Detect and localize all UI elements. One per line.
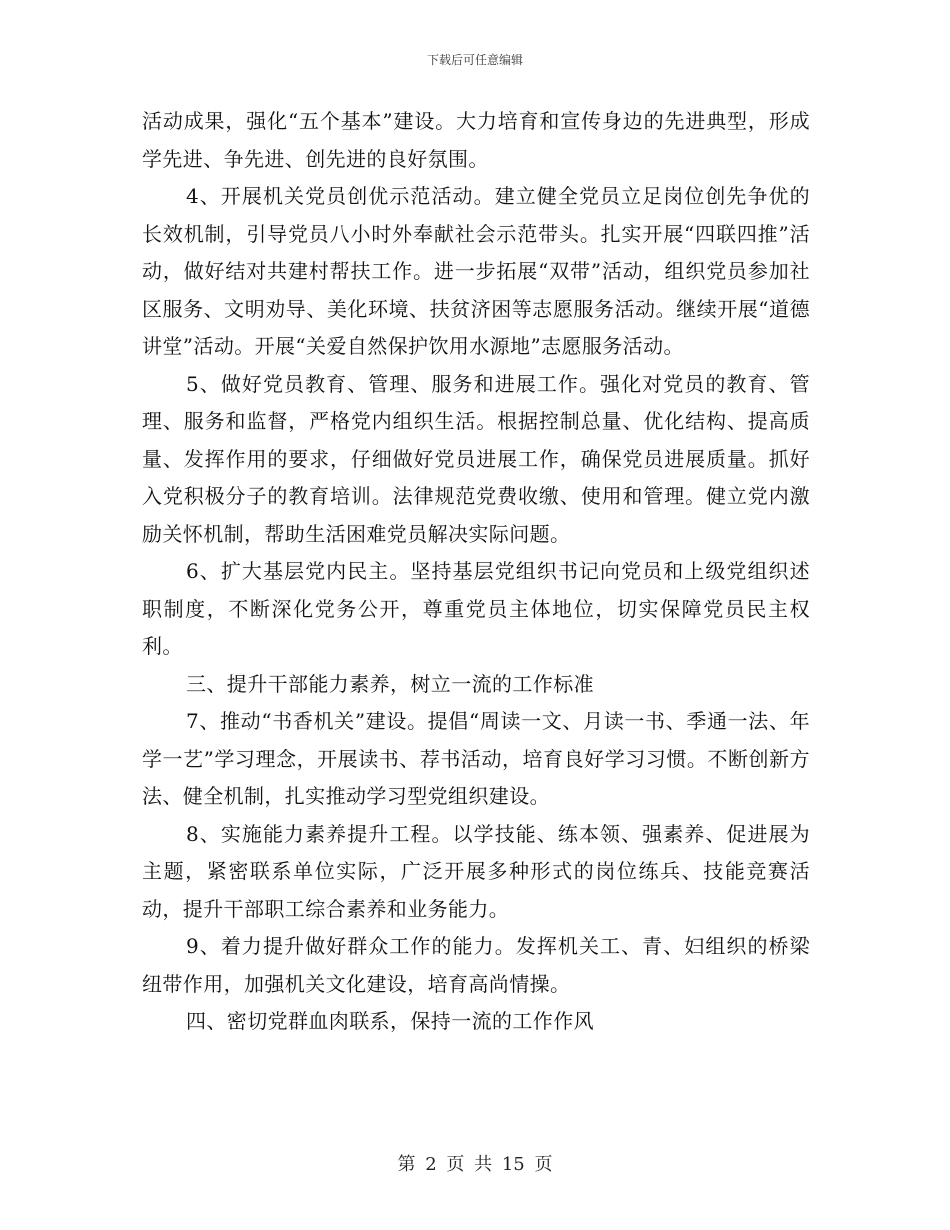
paragraph-1: 活动成果，强化“五个基本”建设。大力培育和宣传身边的先进典型，形成学先进、争先进、创先进的良好氛围。 <box>142 109 810 171</box>
document-body <box>142 103 810 1041</box>
page-footer: 第 2 页 共 15 页 <box>397 1154 553 1175</box>
paragraph-4: 6、扩大基层党内民主。坚持基层党组织书记向党员和上级党组织述职制度，不断深化党务公开，尊重党员主体地位，切实保障党员民主权利。 <box>142 559 810 658</box>
section-heading-4: 四、密切党群血肉联系，保持一流的工作作风 <box>186 1009 594 1033</box>
paragraph-2: 4、开展机关党员创优示范活动。建立健全党员立足岗位创先争优的长效机制，引导党员八小时外奉献社会示范带头。扎实开展“四联四推”活动，做好结对共建村帮扶工作。进一步拓展“双带”活动，组织党员参加社区服务、文明劝导、美化环境、扶贫济困等志愿服务活动。继续开展“道德讲堂”活动。开展“关爱自然保护饮用水源地”志愿服务活动。 <box>142 184 810 358</box>
paragraph-6: 8、实施能力素养提升工程。以学技能、练本领、强素养、促进展为主题，紧密联系单位实际，广泛开展多种形式的岗位练兵、技能竞赛活动，提升干部职工综合素养和业务能力。 <box>142 821 810 921</box>
paragraph-5: 7、推动“书香机关”建设。提倡“周读一文、月读一书、季通一法、年学一艺”学习理念，开展读书、荐书活动，培育良好学习习惯。不断创新方法、健全机制，扎实推动学习型党组织建设。 <box>142 709 810 808</box>
page-header: 下载后可任意编辑 <box>426 53 523 67</box>
paragraph-7: 9、着力提升做好群众工作的能力。发挥机关工、青、妇组织的桥梁纽带作用，加强机关文化建设，培育高尚情操。 <box>142 934 810 996</box>
section-heading-3: 三、提升干部能力素养，树立一流的工作标准 <box>186 671 594 696</box>
paragraph-3: 5、做好党员教育、管理、服务和进展工作。强化对党员的教育、管理、服务和监督，严格党内组织生活。根据控制总量、优化结构、提高质量、发挥作用的要求，仔细做好党员进展工作，确保党员进展质量。抓好入党积极分子的教育培训。法律规范党费收缴、使用和管理。健立党内激励关怀机制，帮助生活困难党员解决实际问题。 <box>142 371 810 546</box>
